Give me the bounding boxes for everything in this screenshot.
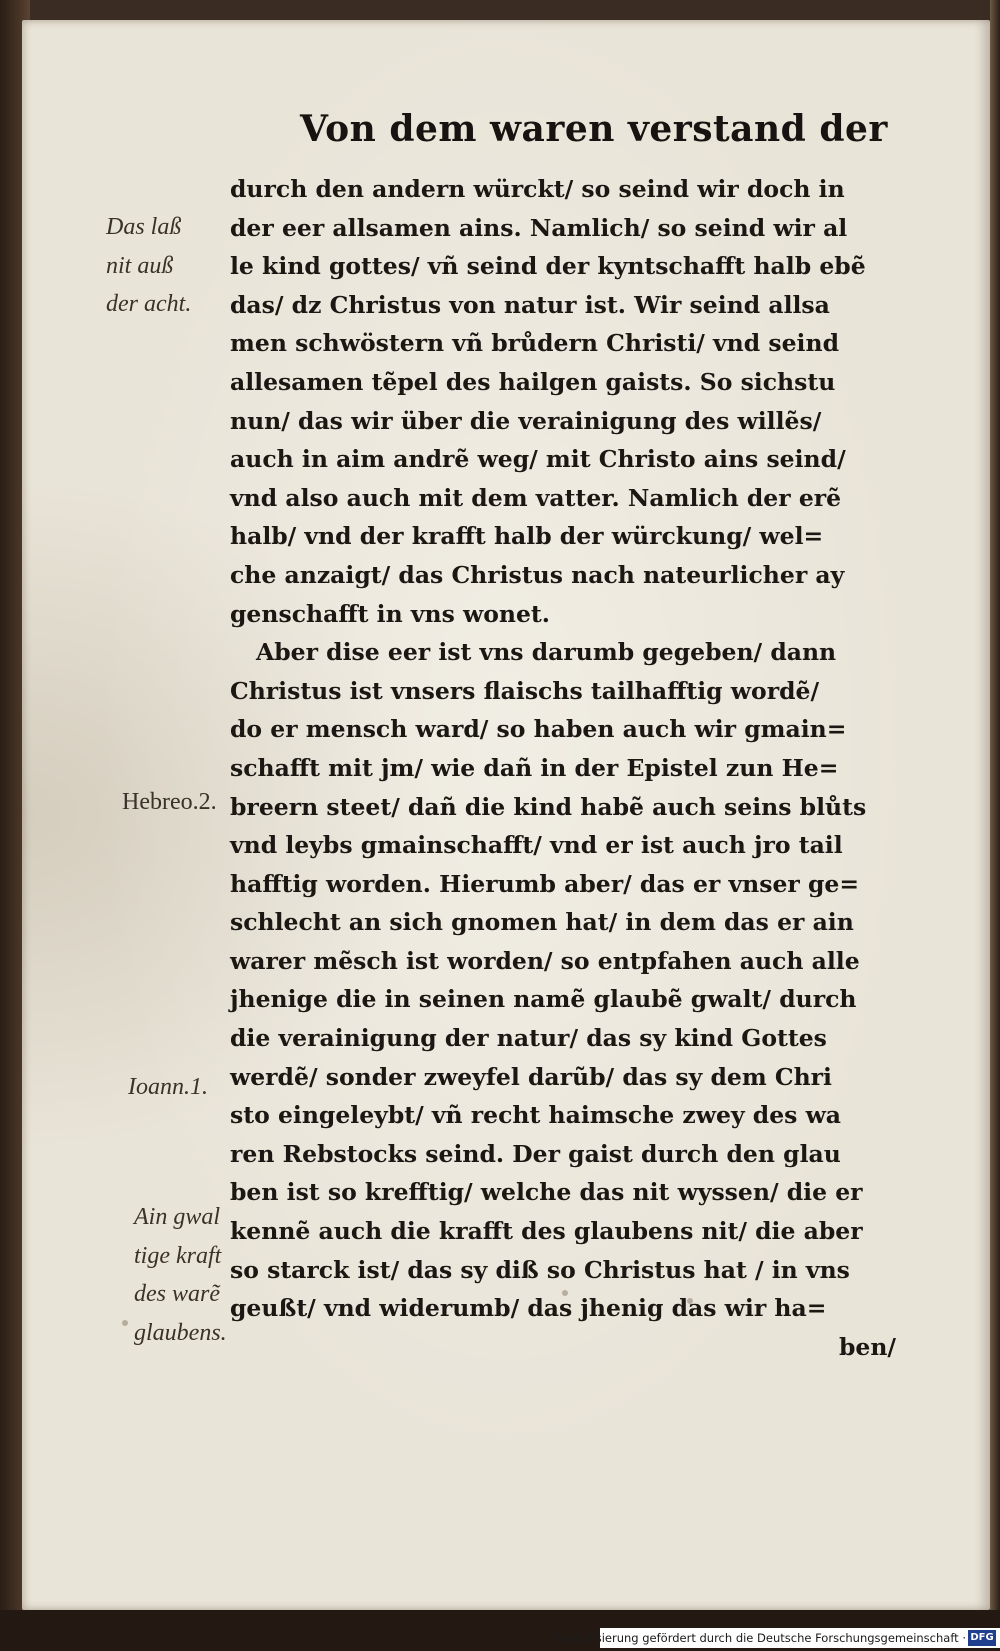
book-binding-right — [990, 0, 1000, 1651]
text-line: der eer allsamen ains. Namlich/ so seind wir al — [230, 213, 848, 242]
text-line-catchword: ben/ — [838, 1332, 896, 1361]
text-line: halb/ vnd der krafft halb der würckung/ wel= — [230, 522, 824, 551]
text-line: nun/ das wir über die verainigung des willẽs/ — [230, 406, 822, 435]
text-line: kennẽ auch die krafft des glaubens nit/ die aber — [230, 1217, 863, 1246]
facing-page-bleed — [6, 0, 24, 1100]
text-line: schlecht an sich gnomen hat/ in dem das er ain — [230, 908, 854, 937]
text-line: ren Rebstocks seind. Der gaist durch den glau — [230, 1139, 841, 1168]
text-line: warer mẽsch ist worden/ so entpfahen auch alle — [230, 946, 860, 975]
margin-note-reference: Ioann.1. — [128, 1074, 208, 1100]
footer-credit: Digitalisierung gefördert durch die Deutsche Forschungsgemeinschaft · — [555, 1631, 966, 1645]
body-text — [230, 170, 930, 1366]
margin-note-reference: Hebreo.2. — [122, 789, 217, 815]
text-line: Aber dise eer ist vns darumb gegeben/ dann — [256, 638, 837, 667]
text-line: le kind gottes/ vñ seind der kyntschafft halb ebẽ — [230, 252, 866, 281]
text-line: jhenige die in seinen namẽ glaubẽ gwalt/ durch — [230, 985, 857, 1014]
text-line: durch den andern würckt/ so seind wir doch in — [230, 175, 845, 203]
text-line: men schwöstern vñ brůdern Christi/ vnd seind — [230, 329, 840, 358]
ink-spot — [122, 1320, 128, 1326]
text-line: schafft mit jm/ wie dañ in der Epistel zun He= — [230, 753, 839, 782]
margin-note-line: glaubens. — [134, 1319, 227, 1346]
text-line: geußt/ vnd widerumb/ das jhenig das wir ha= — [230, 1294, 827, 1323]
dfg-logo: DFG — [968, 1630, 996, 1646]
text-line: das/ dz Christus von natur ist. Wir seind allsa — [230, 290, 830, 319]
margin-note — [106, 208, 191, 324]
margin-note-line: Das laß — [106, 214, 182, 240]
text-line: hafftig worden. Hierumb aber/ das er vnser ge= — [230, 869, 860, 898]
text-line: che anzaigt/ das Christus nach nateurlicher ay — [230, 560, 845, 589]
text-line: sto eingeleybt/ vñ recht haimsche zwey des wa — [230, 1101, 842, 1130]
margin-note-line: tige kraft — [134, 1242, 222, 1269]
text-line: so starck ist/ das sy diß so Christus hat / in vns — [230, 1255, 850, 1284]
text-line: allesamen tẽpel des hailgen gaists. So sichstu — [230, 367, 836, 396]
margin-note-line: des warẽ — [134, 1281, 220, 1308]
text-line: ben ist so krefftig/ welche das nit wyssen/ die er — [230, 1178, 863, 1207]
text-line: breern steet/ dañ die kind habẽ auch seins blůts — [230, 792, 867, 821]
text-line: werdẽ/ sonder zweyfel darũb/ das sy dem Chri — [230, 1062, 832, 1091]
text-line: auch in aim andrẽ weg/ mit Christo ains seind/ — [230, 445, 846, 474]
margin-note-line: nit auß — [106, 252, 174, 279]
text-line: die verainigung der natur/ das sy kind Gottes — [230, 1024, 827, 1053]
text-line: vnd also auch mit dem vatter. Namlich der erẽ — [230, 483, 842, 512]
margin-note-line: Ain gwal — [134, 1204, 221, 1230]
margin-note — [134, 1198, 227, 1352]
text-line: vnd leybs gmainschafft/ vnd er ist auch jro tail — [230, 831, 843, 860]
running-head: Von dem waren verstand der — [300, 108, 888, 150]
text-line: Christus ist vnsers flaischs tailhafftig wordẽ/ — [230, 676, 820, 705]
text-line: do er mensch ward/ so haben auch wir gmain= — [230, 715, 847, 744]
margin-note-line: der acht. — [106, 291, 192, 318]
text-line: genschafft in vns wonet. — [230, 599, 550, 628]
